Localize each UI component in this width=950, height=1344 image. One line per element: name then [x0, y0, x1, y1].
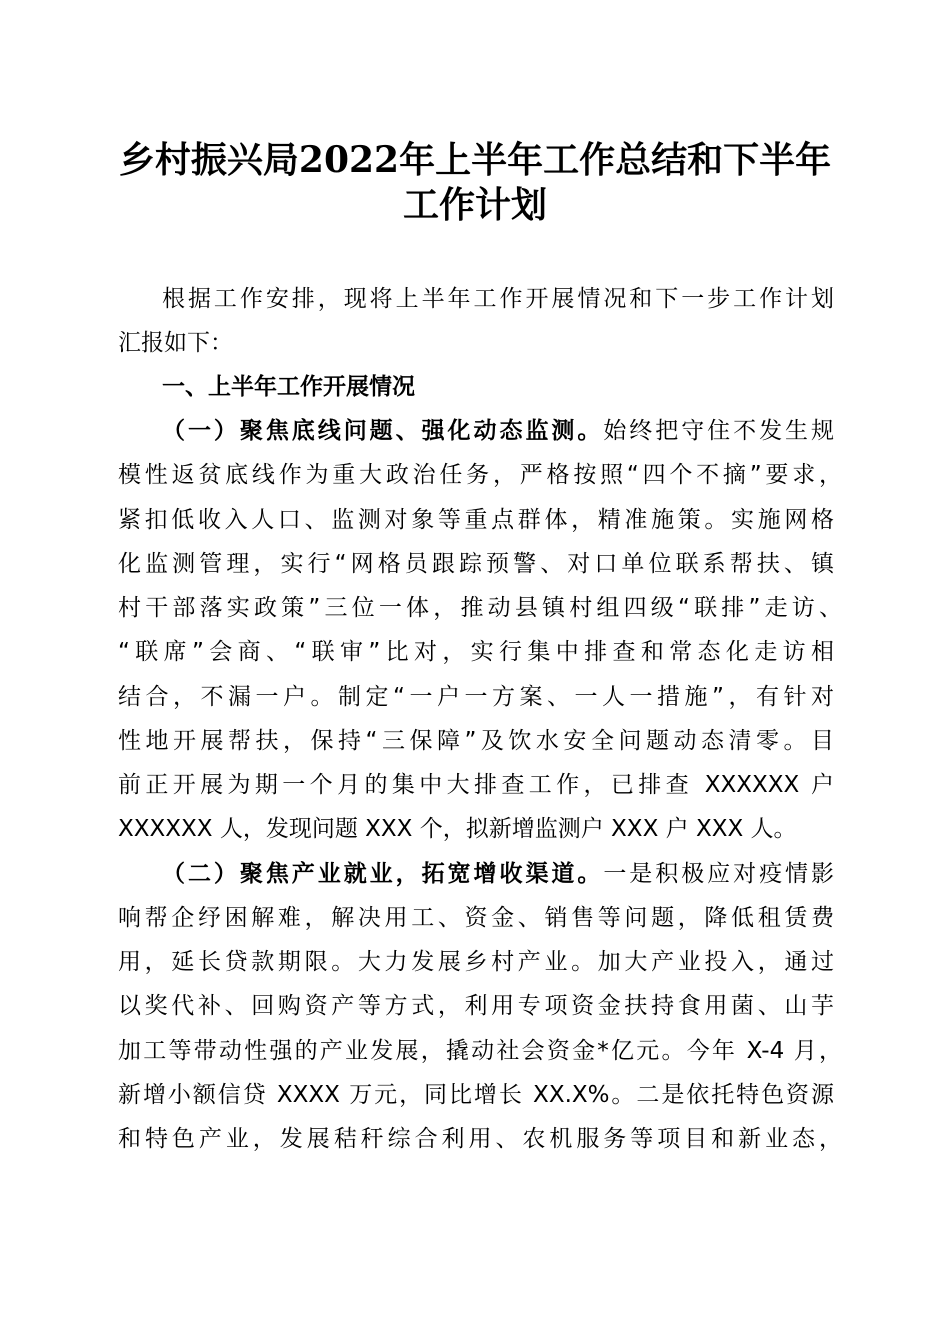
para2-line-5: 加工等带动性强的产业发展，撬动社会资金*亿元。今年 X-4 月，	[118, 1038, 842, 1064]
document-title-line-2: 工作计划	[402, 184, 547, 226]
para1-line-10: XXXXXX 人，发现问题 XXX 个，拟新增监测户 XXX 户 XXX 人。	[118, 816, 797, 842]
para1-line-9: 前正开展为期一个月的集中大排查工作，已排查 XXXXXX 户	[118, 772, 834, 798]
para1-line-6: “联席”会商、“联审”比对，实行集中排查和常态化走访相	[118, 639, 834, 665]
intro-line-2: 汇报如下：	[118, 330, 233, 356]
para2-line-7: 和特色产业，发展秸秆综合利用、农机服务等项目和新业态，	[118, 1126, 842, 1152]
para2-line-3: 用，延长贷款期限。大力发展乡村产业。加大产业投入，通过	[118, 949, 834, 975]
para1-line-3: 紧扣低收入人口、监测对象等重点群体，精准施策。实施网格	[118, 507, 834, 533]
para2-line-2: 响帮企纾困解难，解决用工、资金、销售等问题，降低租赁费	[118, 905, 834, 931]
para1-line-7: 结合，不漏一户。制定“一户一方案、一人一措施”，有针对	[118, 684, 834, 710]
intro-line-1: 根据工作安排，现将上半年工作开展情况和下一步工作计划	[162, 286, 834, 312]
para1-line-1-text: 始终把守住不发生规	[603, 418, 835, 444]
document-title-line-1: 乡村振兴局2022年上半年工作总结和下半年	[118, 139, 832, 181]
para2-line-1-text: 一是积极应对疫情影	[603, 861, 835, 887]
para1-line-4: 化监测管理，实行“网格员跟踪预警、对口单位联系帮扶、镇	[118, 551, 834, 577]
para1-line-5: 村干部落实政策”三位一体，推动县镇村组四级“联排”走访、	[118, 595, 842, 621]
para2-line-6: 新增小额信贷 XXXX 万元，同比增长 XX.X%。二是依托特色资源	[118, 1082, 834, 1108]
para2-line-1	[162, 852, 834, 896]
para1-line-2: 模性返贫底线作为重大政治任务，严格按照“四个不摘”要求，	[118, 462, 842, 488]
para2-line-4: 以奖代补、回购资产等方式，利用专项资金扶持食用菌、山芋	[118, 993, 834, 1019]
para1-line-8: 性地开展帮扶，保持“三保障”及饮水安全问题动态清零。目	[118, 728, 834, 754]
para1-line-1	[162, 409, 834, 453]
para2-lead: （二）聚焦产业就业，拓宽增收渠道。	[162, 861, 604, 887]
para1-lead: （一）聚焦底线问题、强化动态监测。	[162, 418, 604, 444]
section-heading-1: 一、上半年工作开展情况	[162, 374, 415, 400]
